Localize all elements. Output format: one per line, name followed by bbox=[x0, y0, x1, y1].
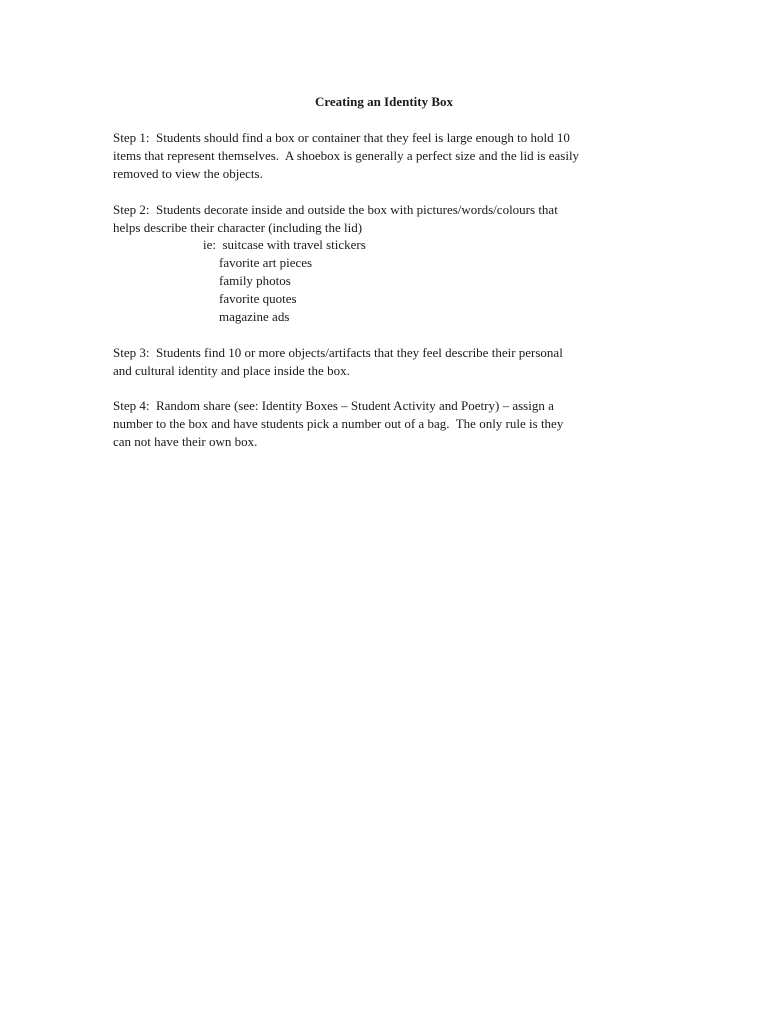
step-1-line: Step 1: Students should find a box or container that they feel is large enough to hold 10 bbox=[113, 130, 570, 145]
step-2-examples-list bbox=[203, 236, 366, 326]
step-2-line: Step 2: Students decorate inside and outside the box with pictures/words/colours that bbox=[113, 202, 558, 217]
step-4-line: can not have their own box. bbox=[113, 434, 258, 449]
step-1-line: removed to view the objects. bbox=[113, 166, 263, 181]
example-item: favorite art pieces bbox=[219, 255, 313, 270]
example-item: favorite quotes bbox=[219, 291, 297, 306]
document-title: Creating an Identity Box bbox=[314, 94, 454, 109]
step-4-paragraph bbox=[113, 397, 673, 451]
step-1-paragraph bbox=[113, 129, 673, 183]
step-2-line: helps describe their character (including the lid) bbox=[113, 220, 363, 235]
step-3-paragraph bbox=[113, 344, 673, 380]
step-3-line: Step 3: Students find 10 or more objects/artifacts that they feel describe their personal bbox=[113, 345, 563, 360]
step-4-line: number to the box and have students pick a number out of a bag. The only rule is they bbox=[113, 416, 564, 431]
example-item: ie: suitcase with travel stickers bbox=[203, 237, 366, 252]
example-item: family photos bbox=[219, 273, 291, 288]
step-3-line: and cultural identity and place inside the box. bbox=[113, 363, 350, 378]
step-2-paragraph bbox=[113, 201, 673, 237]
step-1-line: items that represent themselves. A shoebox is generally a perfect size and the lid is easily bbox=[113, 148, 580, 163]
step-4-line: Step 4: Random share (see: Identity Boxes – Student Activity and Poetry) – assign a bbox=[113, 398, 554, 413]
example-item: magazine ads bbox=[219, 309, 290, 324]
